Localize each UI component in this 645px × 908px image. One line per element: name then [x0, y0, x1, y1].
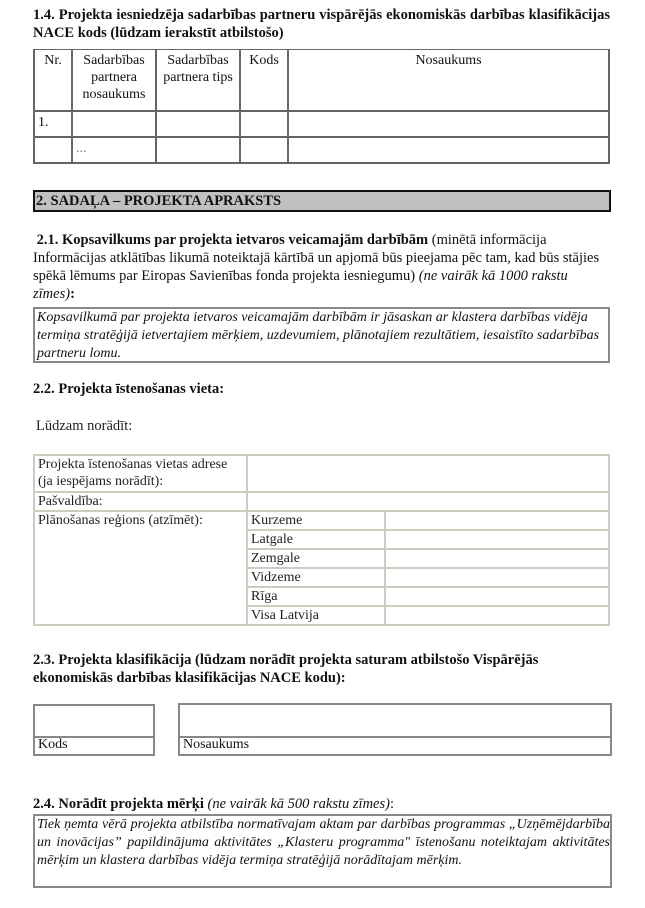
region-name-riga: Rīga — [247, 587, 385, 606]
region-mark-kurzeme[interactable] — [385, 511, 609, 530]
col-header-name: Nosaukums — [288, 50, 609, 112]
instruction-label: Lūdzam norādīt: — [36, 418, 133, 434]
municipality-label: Pašvaldība: — [34, 492, 247, 511]
address-field[interactable] — [247, 455, 609, 492]
section-2-3-heading: 2.3. Projekta klasifikācija (lūdzam norādīt projekta saturam atbilstošo Vispārējās ekonomiskās darbības klasifikācijas NACE kodu): — [33, 652, 539, 686]
cell-name[interactable] — [288, 111, 609, 137]
cell-nr — [34, 137, 72, 163]
cell-partner-name[interactable]: ... — [72, 137, 156, 163]
region-mark-riga[interactable] — [385, 587, 609, 606]
nace-code-label: Kods — [33, 735, 155, 756]
municipality-row — [34, 492, 609, 511]
section-1-4-heading: 1.4. Projekta iesniedzēja sadarbības partneru vispārējās ekonomiskās darbības klasifikācijas NACE kods (lūdzam ierakstīt atbilstošo) — [33, 7, 610, 41]
section-2-4-char-limit: (ne vairāk kā 500 rakstu zīmes) — [203, 796, 390, 812]
col-header-nr: Nr. — [34, 50, 72, 112]
cell-code[interactable] — [240, 111, 288, 137]
section-2-4-heading — [33, 796, 394, 813]
region-name-visa-latvija: Visa Latvija — [247, 606, 385, 625]
summary-field[interactable]: Kopsavilkumā par projekta ietvaros veicamajām darbībām ir jāsaskan ar klastera darbības vidēja termiņa stratēģijā ietvertajiem mērķiem, uzdevumiem, plānotajiem rezultātiem, iesaistīto sadarbības partneru lomu. — [33, 307, 610, 363]
region-name-latgale: Latgale — [247, 530, 385, 549]
address-label: Projekta īstenošanas vietas adrese (ja iespējams norādīt): — [34, 455, 247, 492]
cell-code[interactable] — [240, 137, 288, 163]
region-name-vidzeme: Vidzeme — [247, 568, 385, 587]
section-2-1-heading-bold: 2.1. Kopsavilkums par projekta ietvaros veicamajām darbībām — [36, 232, 429, 248]
col-header-partner-type: Sadarbības partnera tips — [156, 50, 240, 112]
cell-name[interactable] — [288, 137, 609, 163]
nace-name-label: Nosaukums — [178, 735, 612, 756]
table-row — [34, 111, 609, 137]
region-mark-vidzeme[interactable] — [385, 568, 609, 587]
cell-partner-name[interactable] — [72, 111, 156, 137]
colon: : — [389, 796, 394, 812]
nace-code-field[interactable] — [33, 704, 155, 738]
col-header-code: Kods — [240, 50, 288, 112]
section-2-1-heading — [33, 231, 608, 303]
project-goals-field[interactable]: Tiek ņemta vērā projekta atbilstība normatīvajam aktam par darbības programmas „Uzņēmējdarbība un inovācijas” papildinājuma aktivitātes „Klasteru programma" īstenošanu noteiktajam aktivitātes mērķim un klastera darbības vidēja termiņa stratēģijā norādītajam mērķim. — [33, 814, 612, 888]
region-mark-visa-latvija[interactable] — [385, 606, 609, 625]
section-2-1-heading-note: (minētā informācija Informācijas atklātības likumā noteiktajā kārtībā un apjomā būs pieejama pēc tam, kad būs stājies spēkā lēmums par Eiropas Savienības fonda projekta iesniegumu) — [33, 232, 600, 284]
region-name-zemgale: Zemgale — [247, 549, 385, 568]
table-row — [34, 137, 609, 163]
nace-name-field[interactable] — [178, 703, 612, 738]
region-label: Plānošanas reģions (atzīmēt): — [34, 511, 247, 625]
region-mark-latgale[interactable] — [385, 530, 609, 549]
region-row — [34, 511, 609, 530]
municipality-field[interactable] — [247, 492, 609, 511]
location-table — [33, 454, 610, 626]
col-header-partner-name: Sadarbības partnera nosaukums — [72, 50, 156, 112]
colon: : — [70, 286, 75, 302]
section-2-1-char-limit: (ne vairāk kā 1000 rakstu zīmes) — [33, 268, 568, 302]
section-2-title: 2. SADAĻA – PROJEKTA APRAKSTS — [33, 190, 611, 212]
cell-nr: 1. — [34, 111, 72, 137]
cell-partner-type[interactable] — [156, 111, 240, 137]
table-header-row — [34, 50, 609, 112]
region-mark-zemgale[interactable] — [385, 549, 609, 568]
region-name-kurzeme: Kurzeme — [247, 511, 385, 530]
section-2-4-heading-bold: 2.4. Norādīt projekta mērķi — [33, 796, 204, 812]
cell-partner-type[interactable] — [156, 137, 240, 163]
address-row — [34, 455, 609, 492]
section-2-2-heading: 2.2. Projekta īstenošanas vieta: — [33, 381, 225, 397]
partner-nace-table — [33, 49, 610, 164]
